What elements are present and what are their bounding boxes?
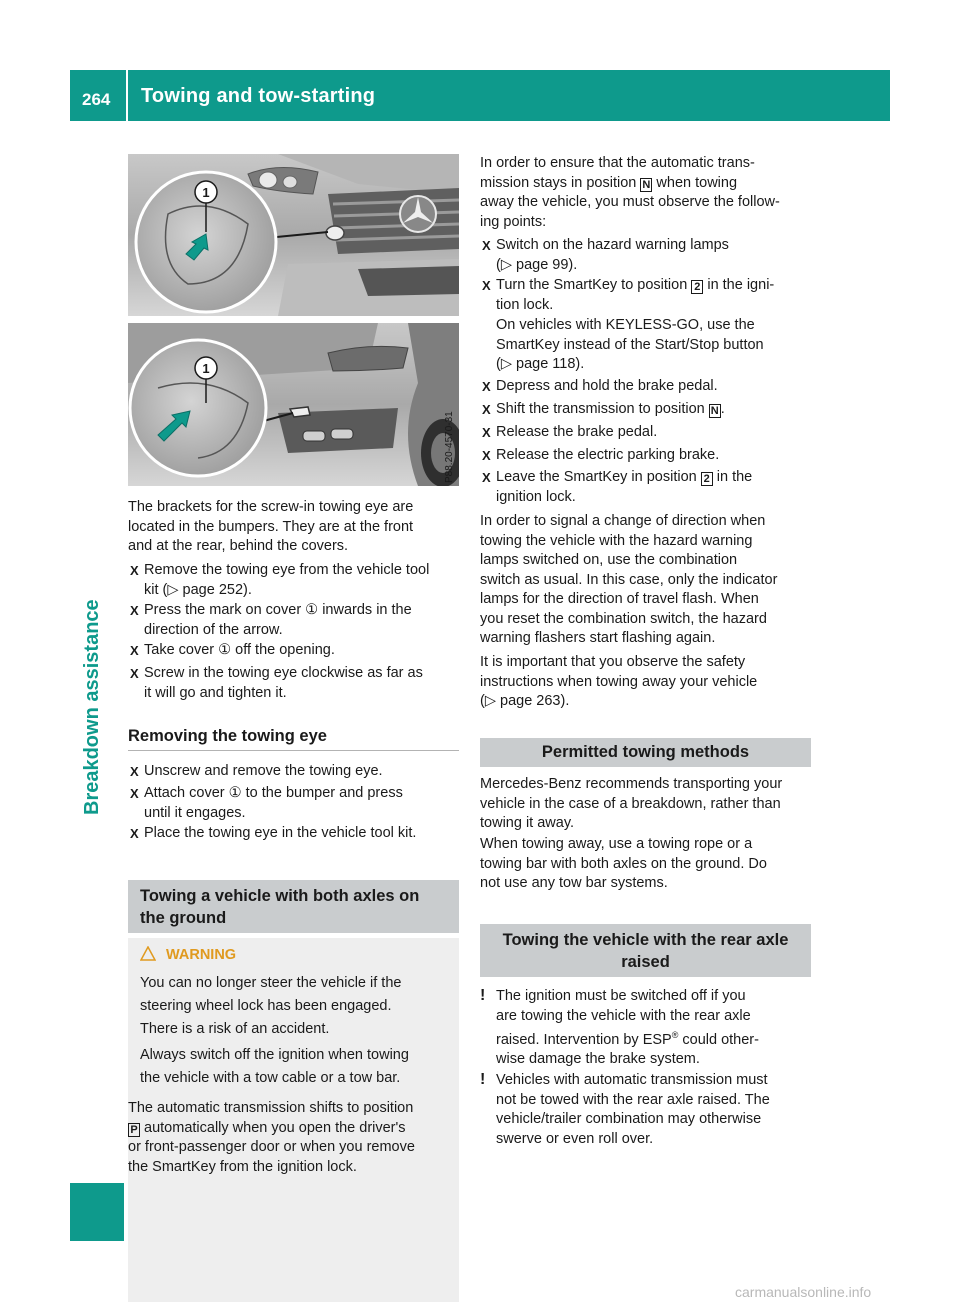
permitted-section-header [480,738,811,767]
text-line: Vehicles with automatic transmission must [496,1072,768,1088]
text-line: ing points: [480,213,547,230]
text-line: (▷ page 118). [496,356,585,372]
side-tab-label-wrap [81,599,113,815]
key-position-2-icon: 2 [701,472,713,486]
tow-step [482,468,752,507]
text-line: You can no longer steer the vehicle if the [140,975,402,991]
permitted-paragraph-1 [480,775,782,834]
note-ignition [480,987,811,1070]
text-line: tion lock. [496,296,554,313]
text-line: Remove the towing eye from the vehicle tool [144,562,430,578]
text-line: Depress and hold the brake pedal. [496,378,718,394]
rear-callout-label: 1 [202,361,210,376]
text-line: When towing away, use a towing rope or a [480,836,753,852]
text-line: It is important that you observe the safety [480,654,746,670]
text-line: On vehicles with KEYLESS-GO, use the [496,317,755,333]
install-step [130,641,335,661]
step-marker-icon: X [130,666,139,681]
step-marker-icon: X [482,448,491,463]
warning-text [140,973,409,1088]
front-bumper-illustration [128,154,459,316]
section-title: Permitted towing methods [541,743,750,761]
step-marker-icon: X [482,238,491,253]
figure-image-code: P88.20-4570-31 [444,411,455,483]
removing-step [130,784,403,823]
warning-triangle-svg [140,946,156,961]
text-line: In order to signal a change of direction when [480,513,766,529]
text-line: instructions when towing away your vehicle [480,673,758,690]
step-marker-icon: X [130,764,139,779]
text-line: vehicle/trailer combination may otherwise [496,1111,762,1127]
text-line: warning flashers start flashing again. [480,630,716,646]
step-marker-icon: X [130,786,139,801]
text-line: steering wheel lock has been engaged. [140,998,392,1014]
step-marker-icon: X [482,278,491,293]
page-number: 264 [82,90,111,109]
section-title-line: Towing a vehicle with both axles on [140,887,420,905]
install-step [130,601,412,640]
text-line: (▷ page 99). [496,256,578,273]
text-line: Unscrew and remove the towing eye. [144,763,383,779]
permitted-paragraph-2 [480,835,767,894]
text-line: Switch on the hazard warning lamps [496,237,729,253]
gear-p-icon: P [128,1123,140,1137]
auto-shift-paragraph [128,1099,415,1177]
text-line: Screw in the towing eye clockwise as far as [144,665,423,681]
watermark: carmanualsonline.info [735,1284,872,1300]
tow-step [482,276,774,315]
tow-step [482,236,729,275]
section-title-line: the ground [140,909,227,927]
heading-rule [128,750,459,751]
text-line: towing it away. [480,815,575,831]
text-line: Attach cover ① to the bumper and press [144,785,403,801]
tow-step [482,377,718,397]
both-axles-section-header [128,880,459,933]
text-line: until it engages. [144,804,246,821]
exclamation-icon: ! [480,1071,486,1088]
keyless-note [496,316,764,375]
text-line: and at the rear, behind the covers. [128,538,349,554]
text-line: (▷ page 263). [480,693,570,709]
step-marker-icon: X [482,379,491,394]
text-line: located in the bumpers. They are at the front [128,518,414,535]
text-line: it will go and tighten it. [144,684,287,701]
warning-title: WARNING [166,947,237,963]
step-marker-icon: X [130,603,139,618]
text-line: swerve or even roll over. [496,1130,654,1147]
front-callout-label: 1 [202,185,210,200]
removing-step [130,824,416,844]
text-line: Place the towing eye in the vehicle tool kit. [144,825,417,841]
install-step [130,664,423,703]
text-line: Leave the SmartKey in position 2 in the [496,469,753,485]
text-line: lamps switched on, use the combination [480,552,738,568]
text-line: not be towed with the rear axle raised. The [496,1091,770,1108]
tow-step [482,446,719,466]
side-tab-label: Breakdown assistance [81,599,103,815]
install-step [130,561,429,600]
signal-paragraph [480,512,777,649]
text-line: The automatic transmission shifts to position [128,1100,414,1116]
text-line: Always switch off the ignition when towing [140,1047,409,1063]
tow-step [482,400,725,420]
text-line: Take cover ① off the opening. [144,642,335,658]
text-line: SmartKey instead of the Start/Stop button [496,336,764,353]
text-line: the vehicle with a tow cable or a tow bar. [140,1070,401,1086]
text-line: or front-passenger door or when you remove [128,1139,415,1155]
text-line: Release the electric parking brake. [496,447,720,463]
text-line: are towing the vehicle with the rear axle [496,1007,751,1024]
important-paragraph [480,653,757,712]
exclamation-icon: ! [480,987,486,1004]
text-line: Turn the SmartKey to position 2 in the igni- [496,277,775,293]
text-line: not use any tow bar systems. [480,875,668,891]
tow-step [482,423,657,443]
text-line: lamps for the direction of travel flash. When [480,591,759,607]
auto-shift-line-2: automatically when you open the driver's [140,1119,406,1136]
text-line: raised. Intervention by ESP® could other- [496,1030,759,1048]
step-marker-icon: X [482,470,491,485]
text-line: towing the vehicle with the hazard warning [480,532,753,549]
rear-bumper-figure [128,323,459,486]
text-line: wise damage the brake system. [496,1051,700,1068]
text-line: direction of the arrow. [144,621,283,638]
text-line: mission stays in position N when towing [480,174,738,191]
step-marker-icon: X [130,563,139,578]
right-intro [480,154,780,232]
step-marker-icon: X [482,425,491,440]
text-line: away the vehicle, you must observe the follow- [480,194,780,210]
text-line: the SmartKey from the ignition lock. [128,1158,357,1175]
text-line: The ignition must be switched off if you [496,988,746,1004]
section-title-line: raised [621,953,670,971]
left-intro [128,498,413,557]
gear-n-icon: N [709,404,721,418]
text-line: switch as usual. In this case, only the indicator [480,571,778,588]
side-tab-marker [70,1183,124,1241]
text-line: The brackets for the screw-in towing eye are [128,499,414,515]
text-line: towing bar with both axles on the ground. Do [480,855,767,872]
gear-n-icon: N [640,178,652,192]
step-marker-icon: X [130,826,139,841]
text-line: ignition lock. [496,488,576,505]
text-line: Mercedes-Benz recommends transporting your [480,776,783,792]
text-line [128,1119,415,1139]
removing-heading: Removing the towing eye [128,727,327,745]
text-line: Press the mark on cover ① inwards in the [144,602,412,618]
text-line: you reset the combination switch, the hazard [480,610,767,627]
rear-axle-section-header [480,924,811,977]
front-bumper-figure [128,154,459,316]
header-divider [126,70,128,121]
text-line: In order to ensure that the automatic trans- [480,155,755,171]
step-marker-icon: X [482,402,491,417]
text-line: Release the brake pedal. [496,424,658,440]
note-automatic [480,1071,811,1149]
rear-bumper-illustration [128,323,459,486]
step-marker-icon: X [130,643,139,658]
text-line: There is a risk of an accident. [140,1021,330,1037]
warning-triangle-icon [140,946,156,968]
section-title-line: Towing the vehicle with the rear axle [502,931,789,949]
text-line: Shift the transmission to position N . [496,401,725,417]
text-line: vehicle in the case of a breakdown, rather than [480,795,781,812]
text-line: kit (▷ page 252). [144,581,252,598]
removing-step [130,762,383,782]
page-title: Towing and tow-starting [141,85,376,107]
key-position-2-icon: 2 [691,280,703,294]
